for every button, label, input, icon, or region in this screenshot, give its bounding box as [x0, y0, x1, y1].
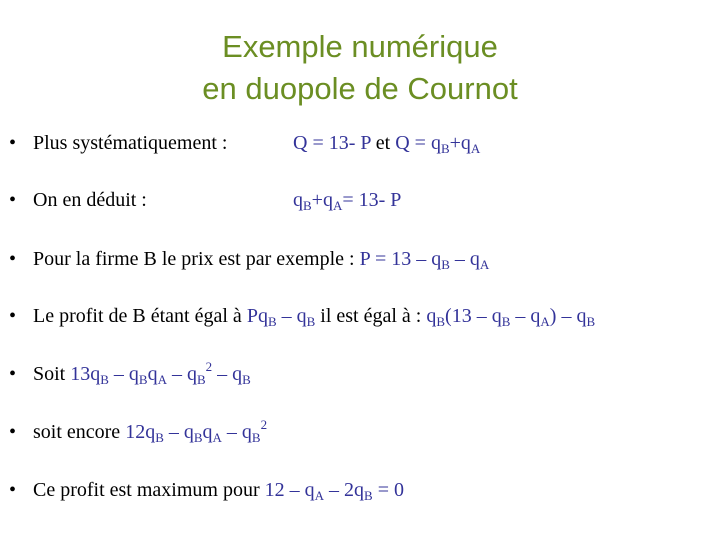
bullet-icon: • — [9, 305, 17, 327]
item-7-text: Ce profit est maximum pour — [33, 479, 260, 501]
item-5-text: Soit — [33, 363, 66, 385]
item-4-formula: $Pq_B - q_B$ il est égal à : $q_B(13 - q_B - q_A) - q_B$ — [246, 305, 596, 329]
bullet-item-7 — [9, 478, 404, 502]
item-6-text: soit encore — [33, 421, 121, 443]
bullet-item-4 — [9, 304, 595, 328]
bullet-item-5 — [9, 359, 251, 387]
bullet-icon: • — [9, 479, 17, 501]
bullet-item-3 — [9, 247, 489, 271]
bullet-icon: • — [9, 132, 17, 154]
item-2-text: On en déduit : — [33, 189, 147, 211]
bullet-item-6 — [9, 417, 268, 445]
item-3-formula: $P = 13 - q_B - q_A$ — [359, 248, 490, 272]
item-1-formula: Q = 13- P et $Q = q_B+q_A$ — [293, 132, 481, 156]
bullet-icon: • — [9, 421, 17, 443]
bullet-icon: • — [9, 363, 17, 385]
bullet-icon: • — [9, 248, 17, 270]
bullet-item-2 — [9, 188, 402, 213]
item-6-formula: $12q_B - q_Bq_A - q_B^2$ — [125, 417, 268, 445]
item-2-formula: $q_B+q_A= 13-$ P — [293, 189, 402, 213]
item-3-text: Pour la firme B le prix est par exemple : — [33, 248, 355, 270]
item-1-text: Plus systématiquement : — [33, 132, 228, 154]
item-4-text: Le profit de B étant égal à — [33, 305, 242, 327]
item-5-formula: $13q_B - q_Bq_A - q_B^2 - q_B$ — [70, 359, 251, 387]
bullet-item-1 — [9, 131, 481, 156]
slide-title-line-1: Exemple numérique — [222, 29, 498, 64]
slide-title — [0, 26, 720, 110]
slide-title-line-2: en duopole de Cournot — [202, 71, 518, 106]
item-7-formula: $12 - q_A - 2q_B = 0$ — [264, 479, 404, 503]
bullet-icon: • — [9, 189, 17, 211]
